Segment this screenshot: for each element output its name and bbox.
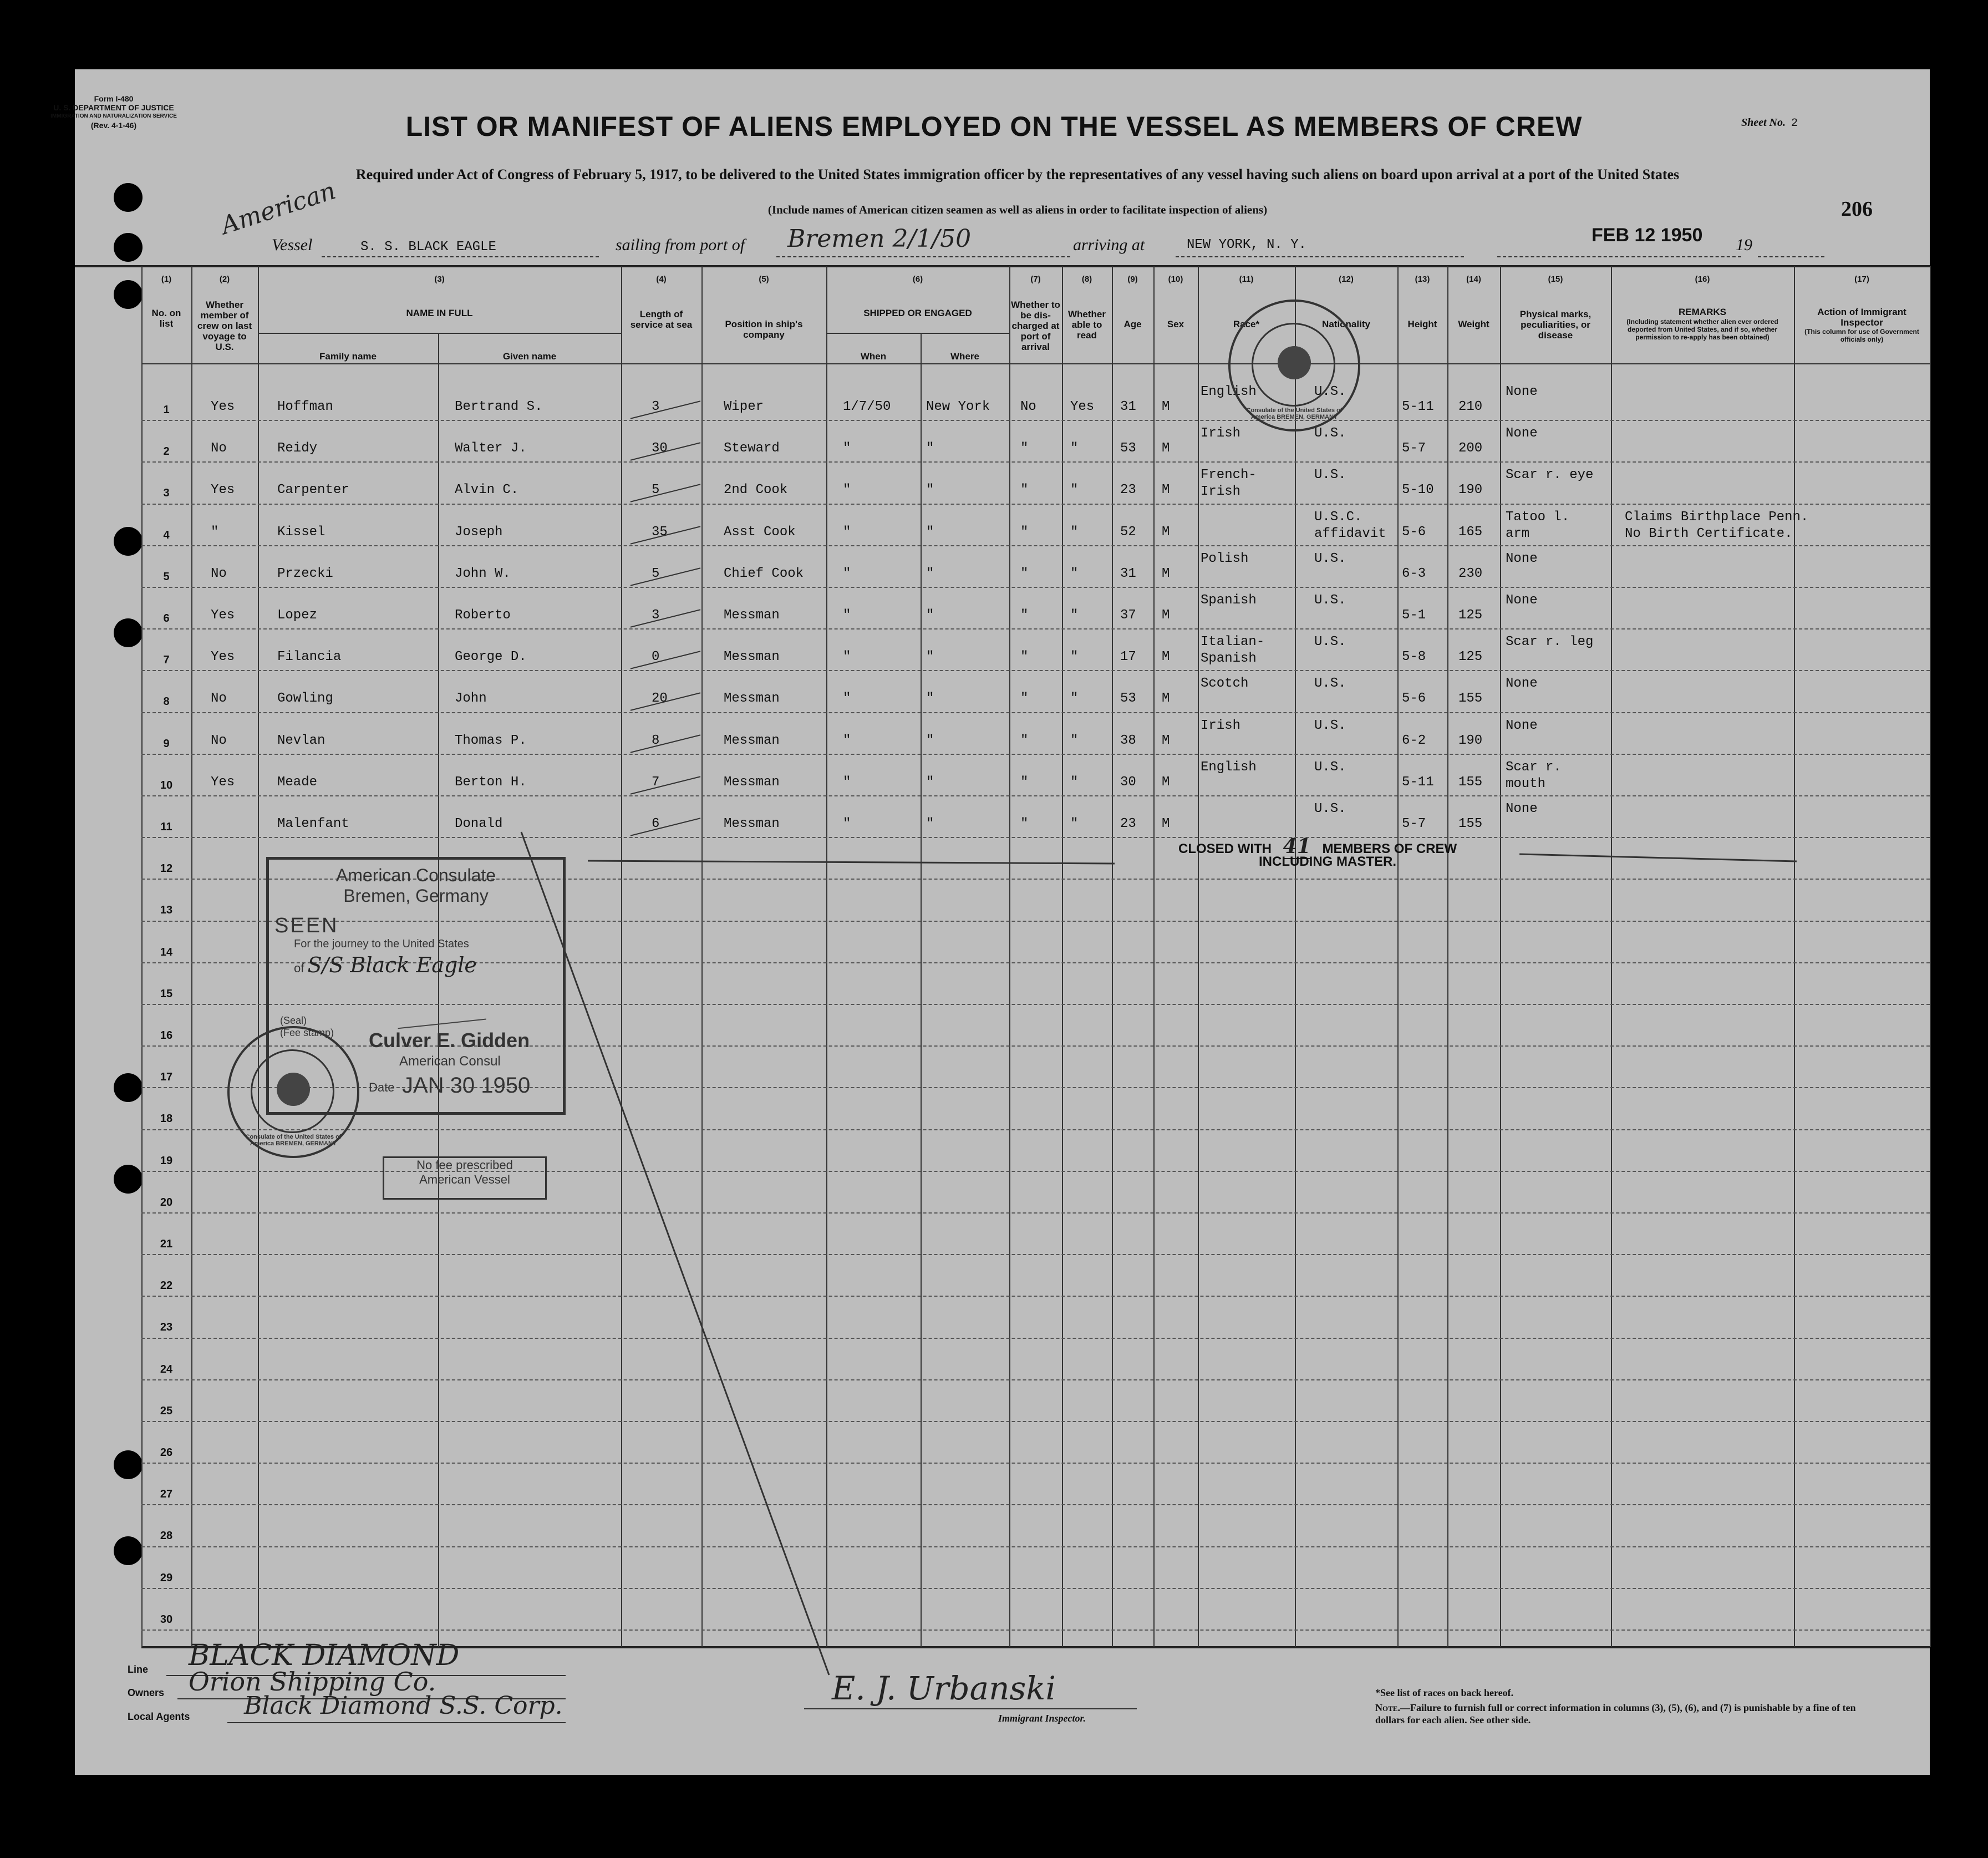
given-name-cell: Walter J.: [455, 441, 527, 456]
consulate-line2: Bremen, Germany: [343, 886, 489, 906]
row-number: 24: [160, 1363, 173, 1375]
row-number: 29: [160, 1571, 173, 1584]
where-cell: ": [926, 733, 934, 748]
races-note: *See list of races on back hereof.: [1375, 1687, 1514, 1698]
weight-cell: 190: [1458, 733, 1483, 748]
race-cell: English: [1201, 384, 1257, 399]
where-cell: ": [926, 608, 934, 623]
sex-cell: M: [1162, 774, 1170, 790]
height-cell: 5-10: [1402, 483, 1434, 498]
page-title: LIST OR MANIFEST OF ALIENS EMPLOYED ON THE VESSEL AS MEMBERS OF CREW: [405, 111, 1583, 142]
column-number: (9): [1127, 275, 1138, 284]
nationality-cell: U.S.: [1314, 676, 1346, 692]
vessel-name: S. S. BLACK EAGLE: [360, 240, 496, 255]
weight-cell: 155: [1458, 816, 1483, 831]
discharged-cell: ": [1020, 524, 1029, 540]
sex-cell: M: [1162, 399, 1170, 414]
read-cell: ": [1070, 483, 1079, 498]
consulate-ship: S/S Black Eagle: [307, 953, 477, 977]
column-number: (5): [759, 275, 769, 284]
nationality-cell: U.S.: [1314, 468, 1346, 483]
family-name-cell: Reidy: [277, 441, 318, 456]
note-text: —Failure to furnish full or correct information in columns (3), (5), (6), and (7) is punishable by a fine of ten dollars for each alien. See other side.: [1375, 1702, 1856, 1725]
year-label: 19: [1736, 236, 1752, 254]
length-cell: 5: [652, 483, 660, 498]
sex-cell: M: [1162, 441, 1170, 456]
marks-cell: None: [1506, 384, 1538, 399]
row-number: 17: [160, 1071, 173, 1084]
seal-text: Consulate of the United States of America BREMEN, GERMANY: [245, 1134, 342, 1147]
read-cell: ": [1070, 649, 1079, 665]
row-number: 23: [160, 1321, 173, 1334]
row-number: 26: [160, 1446, 173, 1459]
member-cell: Yes: [211, 483, 235, 498]
given-name-cell: Thomas P.: [455, 733, 527, 748]
when-cell: ": [843, 566, 851, 581]
member-cell: Yes: [211, 649, 235, 665]
given-name-cell: John W.: [455, 566, 511, 581]
position-cell: Chief Cook: [724, 566, 804, 581]
weight-cell: 165: [1458, 524, 1483, 540]
header-remarks: REMARKS: [1679, 307, 1726, 317]
family-name-cell: Przecki: [277, 566, 333, 581]
nationality-cell: U.S.: [1314, 593, 1346, 608]
length-cell: 7: [652, 774, 660, 790]
footer-agents-value: Black Diamond S.S. Corp.: [244, 1692, 563, 1720]
when-cell: ": [843, 649, 851, 665]
marks-cell: Scar r. mouth: [1506, 759, 1562, 791]
length-cell: 35: [652, 524, 668, 540]
weight-cell: 155: [1458, 691, 1483, 707]
header-when: When: [860, 351, 887, 362]
given-name-cell: George D.: [455, 649, 527, 665]
where-cell: ": [926, 691, 934, 707]
discharged-cell: ": [1020, 441, 1029, 456]
discharged-cell: ": [1020, 649, 1029, 665]
position-cell: 2nd Cook: [724, 483, 788, 498]
race-cell: Polish: [1201, 551, 1249, 566]
weight-cell: 190: [1458, 483, 1483, 498]
when-cell: ": [843, 608, 851, 623]
discharged-cell: ": [1020, 566, 1029, 581]
age-cell: 23: [1120, 816, 1136, 831]
row-number: 11: [160, 821, 172, 833]
header-race: Race*: [1233, 319, 1260, 329]
footer-owners-label: Owners: [128, 1687, 165, 1698]
marks-cell: None: [1506, 676, 1538, 692]
weight-cell: 125: [1458, 608, 1483, 623]
row-number: 25: [160, 1404, 173, 1417]
row-number: 14: [160, 946, 173, 958]
family-name-cell: Kissel: [277, 524, 326, 540]
column-number: (15): [1548, 275, 1563, 284]
weight-cell: 210: [1458, 399, 1483, 414]
consulate-journey: For the journey to the United States: [294, 938, 469, 950]
race-cell: French- Irish: [1201, 468, 1257, 500]
marks-cell: Scar r. eye: [1506, 468, 1594, 483]
read-cell: ": [1070, 566, 1079, 581]
marks-cell: None: [1506, 593, 1538, 608]
family-name-cell: Carpenter: [277, 483, 349, 498]
footer-owners-value: Orion Shipping Co.: [189, 1667, 436, 1697]
header-discharged: Whether to be dis- charged at port of arrival: [1011, 299, 1060, 352]
closed-with-count: 41: [1283, 835, 1311, 858]
member-cell: No: [211, 441, 227, 456]
header-action: Action of Immigrant Inspector: [1817, 307, 1906, 328]
nationality-cell: U.S.: [1314, 634, 1346, 650]
where-cell: ": [926, 816, 934, 831]
row-number: 28: [160, 1530, 173, 1542]
row-number: 19: [160, 1154, 173, 1167]
row-number: 16: [160, 1029, 173, 1042]
row-number: 20: [160, 1196, 173, 1209]
where-cell: ": [926, 566, 934, 581]
where-cell: ": [926, 524, 934, 540]
where-cell: New York: [926, 399, 990, 414]
height-cell: 6-3: [1402, 566, 1426, 581]
length-cell: 5: [652, 566, 660, 581]
row-number: 21: [160, 1238, 173, 1250]
race-cell: Italian- Spanish: [1201, 634, 1265, 667]
age-cell: 31: [1120, 566, 1136, 581]
length-cell: 6: [652, 816, 660, 831]
sex-cell: M: [1162, 733, 1170, 748]
nationality-cell: U.S.: [1314, 426, 1346, 441]
include-statement: (Include names of American citizen seamen as well as aliens in order to facilitate inspection of aliens): [767, 203, 1268, 216]
where-cell: ": [926, 441, 934, 456]
header-height: Height: [1407, 319, 1437, 329]
column-number: (12): [1339, 275, 1354, 284]
where-cell: ": [926, 483, 934, 498]
row-number: 8: [163, 696, 170, 708]
discharged-cell: ": [1020, 774, 1029, 790]
consulate-of: of: [294, 961, 304, 975]
height-cell: 5-7: [1402, 816, 1426, 831]
row-number: 4: [163, 529, 170, 541]
header-name-in-full: NAME IN FULL: [406, 308, 473, 318]
closed-with-suffix: MEMBERS OF CREW: [1322, 841, 1457, 856]
discharged-cell: No: [1020, 399, 1036, 414]
member-cell: No: [211, 733, 227, 748]
header-able-to-read: Whether able to read: [1068, 309, 1106, 341]
weight-cell: 230: [1458, 566, 1483, 581]
age-cell: 53: [1120, 691, 1136, 707]
row-number: 15: [160, 987, 173, 1000]
member-cell: Yes: [211, 774, 235, 790]
handwritten-american: American: [217, 176, 339, 240]
header-where: Where: [950, 351, 979, 362]
weight-cell: 155: [1458, 774, 1483, 790]
row-number: 22: [160, 1280, 173, 1292]
fine-note: [1375, 1702, 1874, 1726]
height-cell: 5-1: [1402, 608, 1426, 623]
given-name-cell: John: [455, 691, 487, 707]
age-cell: 38: [1120, 733, 1136, 748]
family-name-cell: Gowling: [277, 691, 333, 707]
required-statement: Required under Act of Congress of February 5, 1917, to be delivered to the United States immigration officer by the representatives of any vessel having such aliens on board upon arrival at a port of the United States: [355, 166, 1680, 182]
sex-cell: M: [1162, 608, 1170, 623]
sex-cell: M: [1162, 566, 1170, 581]
no-fee-stamp: No fee prescribed American Vessel: [383, 1156, 547, 1200]
inspector-label: Immigrant Inspector.: [998, 1713, 1086, 1724]
closed-with-prefix: CLOSED WITH: [1178, 841, 1272, 856]
closed-with-line2: INCLUDING MASTER.: [1259, 854, 1396, 869]
vessel-label: Vessel: [272, 236, 313, 254]
row-number: 1: [163, 404, 170, 416]
header-action-sub: (This column for use of Government officials only): [1804, 328, 1919, 343]
row-number: 12: [160, 862, 173, 875]
column-number: (10): [1168, 275, 1183, 284]
row-number: 13: [160, 904, 173, 917]
race-cell: Irish: [1201, 718, 1241, 733]
position-cell: Messman: [724, 691, 780, 707]
row-number: 6: [163, 612, 170, 625]
arrival-date-stamp: FEB 12 1950: [1592, 225, 1703, 246]
discharged-cell: ": [1020, 733, 1029, 748]
nationality-cell: U.S.C. affidavit: [1314, 509, 1386, 541]
member-cell: No: [211, 691, 227, 707]
sex-cell: M: [1162, 483, 1170, 498]
header-weight: Weight: [1458, 319, 1489, 329]
when-cell: ": [843, 691, 851, 707]
row-number: 2: [163, 445, 170, 458]
row-number: 7: [163, 654, 170, 667]
column-number: (6): [912, 275, 923, 284]
row-number: 18: [160, 1113, 173, 1125]
header-physical-marks: Physical marks, peculiarities, or disease: [1519, 309, 1592, 341]
row-number: 5: [163, 570, 170, 583]
marks-cell: None: [1506, 551, 1538, 566]
row-number: 30: [160, 1613, 173, 1626]
given-name-cell: Donald: [455, 816, 503, 831]
discharged-cell: ": [1020, 816, 1029, 831]
row-number: 10: [160, 779, 173, 791]
sheet-number: Sheet No. 2: [1741, 116, 1798, 130]
where-cell: ": [926, 774, 934, 790]
position-cell: Messman: [724, 649, 780, 665]
footer-agents-label: Local Agents: [128, 1711, 190, 1722]
read-cell: ": [1070, 733, 1079, 748]
family-name-cell: Malenfant: [277, 816, 349, 831]
discharged-cell: ": [1020, 608, 1029, 623]
weight-cell: 125: [1458, 649, 1483, 665]
when-cell: ": [843, 441, 851, 456]
age-cell: 37: [1120, 608, 1136, 623]
consulate-line1: American Consulate: [335, 865, 496, 885]
position-cell: Messman: [724, 733, 780, 748]
read-cell: ": [1070, 691, 1079, 707]
age-cell: 53: [1120, 441, 1136, 456]
position-cell: Messman: [724, 816, 780, 831]
family-name-cell: Lopez: [277, 608, 318, 623]
inspector-signature: E. J. Urbanski: [832, 1669, 1056, 1707]
where-cell: ": [926, 649, 934, 665]
length-cell: 20: [652, 691, 668, 707]
header-shipped-engaged: SHIPPED OR ENGAGED: [863, 308, 972, 318]
form-identifier: Form I-480 U. S. DEPARTMENT OF JUSTICE IMMIGRATION AND NATURALIZATION SERVICE (Rev. 4-1-46): [50, 94, 177, 130]
discharged-cell: ": [1020, 483, 1029, 498]
nationality-cell: U.S.: [1314, 759, 1346, 775]
nationality-cell: U.S.: [1314, 551, 1346, 566]
read-cell: ": [1070, 524, 1079, 540]
header-length-service: Length of service at sea: [630, 309, 693, 330]
family-name-cell: Meade: [277, 774, 318, 790]
sex-cell: M: [1162, 524, 1170, 540]
row-number: 9: [163, 737, 170, 750]
footer-line-label: Line: [128, 1664, 149, 1675]
length-cell: 3: [652, 608, 660, 623]
column-number: (7): [1030, 275, 1041, 284]
seal-label: (Seal): [280, 1015, 307, 1026]
race-cell: Scotch: [1201, 676, 1249, 692]
row-number: 3: [163, 487, 170, 500]
when-cell: ": [843, 483, 851, 498]
header-position: Position in ship's company: [725, 319, 803, 340]
marks-cell: None: [1506, 718, 1538, 733]
read-cell: Yes: [1070, 399, 1095, 414]
nationality-cell: U.S.: [1314, 718, 1346, 733]
when-cell: ": [843, 733, 851, 748]
sex-cell: M: [1162, 816, 1170, 831]
header-sex: Sex: [1167, 319, 1184, 329]
weight-cell: 200: [1458, 441, 1483, 456]
when-cell: ": [843, 816, 851, 831]
position-cell: Asst Cook: [724, 524, 796, 540]
column-number: (11): [1239, 275, 1254, 284]
marks-cell: Scar r. leg: [1506, 634, 1594, 650]
length-cell: 30: [652, 441, 668, 456]
age-cell: 23: [1120, 483, 1136, 498]
sex-cell: M: [1162, 691, 1170, 707]
when-cell: ": [843, 774, 851, 790]
consul-name: Culver E. Gidden: [369, 1029, 530, 1052]
row-number: 27: [160, 1488, 173, 1501]
column-number: (2): [219, 275, 230, 284]
length-cell: 0: [652, 649, 660, 665]
marks-cell: None: [1506, 801, 1538, 816]
member-cell: Yes: [211, 399, 235, 414]
nationality-cell: U.S.: [1314, 801, 1346, 816]
marks-cell: None: [1506, 426, 1538, 441]
age-cell: 30: [1120, 774, 1136, 790]
family-name-cell: Nevlan: [277, 733, 326, 748]
column-number: (1): [161, 275, 172, 284]
given-name-cell: Alvin C.: [455, 483, 519, 498]
header-age: Age: [1123, 319, 1142, 329]
header-whether-member: Whether member of crew on last voyage to U.S.: [197, 299, 252, 352]
arriving-port: NEW YORK, N. Y.: [1187, 237, 1307, 252]
fee-stamp-label: (Fee stamp): [280, 1027, 334, 1038]
height-cell: 5-6: [1402, 691, 1426, 707]
height-cell: 5-8: [1402, 649, 1426, 665]
read-cell: ": [1070, 441, 1079, 456]
position-cell: Messman: [724, 774, 780, 790]
consul-date-label: Date: [369, 1080, 395, 1094]
family-name-cell: Filancia: [277, 649, 342, 665]
nationality-cell: U.S.: [1314, 384, 1346, 399]
age-cell: 52: [1120, 524, 1136, 540]
sailing-port: Bremen 2/1/50: [787, 225, 972, 253]
consul-date: JAN 30 1950: [402, 1073, 531, 1098]
given-name-cell: Berton H.: [455, 774, 527, 790]
age-cell: 31: [1120, 399, 1136, 414]
when-cell: 1/7/50: [843, 399, 891, 414]
given-name-cell: Bertrand S.: [455, 399, 543, 414]
given-name-cell: Joseph: [455, 524, 503, 540]
race-cell: Spanish: [1201, 593, 1257, 608]
footer-line-value: BLACK DIAMOND: [189, 1639, 460, 1672]
position-cell: Wiper: [724, 399, 764, 414]
note-label: Note.: [1375, 1702, 1400, 1713]
column-number: (14): [1466, 275, 1481, 284]
consul-title: American Consul: [399, 1054, 501, 1069]
marks-cell: Tatoo l. arm: [1506, 509, 1570, 541]
sailing-label: sailing from port of: [616, 236, 745, 254]
member-cell: ": [211, 524, 219, 540]
read-cell: ": [1070, 774, 1079, 790]
discharged-cell: ": [1020, 691, 1029, 707]
header-given-name: Given name: [502, 351, 557, 362]
given-name-cell: Roberto: [455, 608, 511, 623]
race-cell: English: [1201, 759, 1257, 775]
height-cell: 5-6: [1402, 524, 1426, 540]
age-cell: 17: [1120, 649, 1136, 665]
height-cell: 5-7: [1402, 441, 1426, 456]
column-number: (13): [1415, 275, 1430, 284]
height-cell: 5-11: [1402, 399, 1434, 414]
column-number: (8): [1081, 275, 1092, 284]
member-cell: No: [211, 566, 227, 581]
remarks-cell: Claims Birthplace Penn. No Birth Certificate.: [1625, 509, 1809, 541]
column-number: (4): [656, 275, 667, 284]
column-number: (3): [434, 275, 445, 284]
position-cell: Messman: [724, 608, 780, 623]
position-cell: Steward: [724, 441, 780, 456]
seal-text: Consulate of the United States of America BREMEN, GERMANY: [1246, 407, 1343, 420]
length-cell: 8: [652, 733, 660, 748]
family-name-cell: Hoffman: [277, 399, 333, 414]
sex-cell: M: [1162, 649, 1170, 665]
header-nationality: Nationality: [1322, 319, 1370, 329]
read-cell: ": [1070, 816, 1079, 831]
height-cell: 5-11: [1402, 774, 1434, 790]
header-no-on-list: No. on list: [151, 308, 181, 329]
height-cell: 6-2: [1402, 733, 1426, 748]
header-remarks-sub: (Including statement whether alien ever ordered deported from United States, and if so, whether permission to re-apply has been obtained): [1626, 318, 1778, 341]
header-family-name: Family name: [319, 351, 377, 362]
page-number: 206: [1841, 197, 1873, 221]
consulate-seen: SEEN: [274, 914, 339, 937]
length-cell: 3: [652, 399, 660, 414]
read-cell: ": [1070, 608, 1079, 623]
when-cell: ": [843, 524, 851, 540]
race-cell: Irish: [1201, 426, 1241, 441]
column-number: (17): [1854, 275, 1869, 284]
column-number: (16): [1695, 275, 1710, 284]
arriving-label: arriving at: [1073, 236, 1145, 254]
member-cell: Yes: [211, 608, 235, 623]
